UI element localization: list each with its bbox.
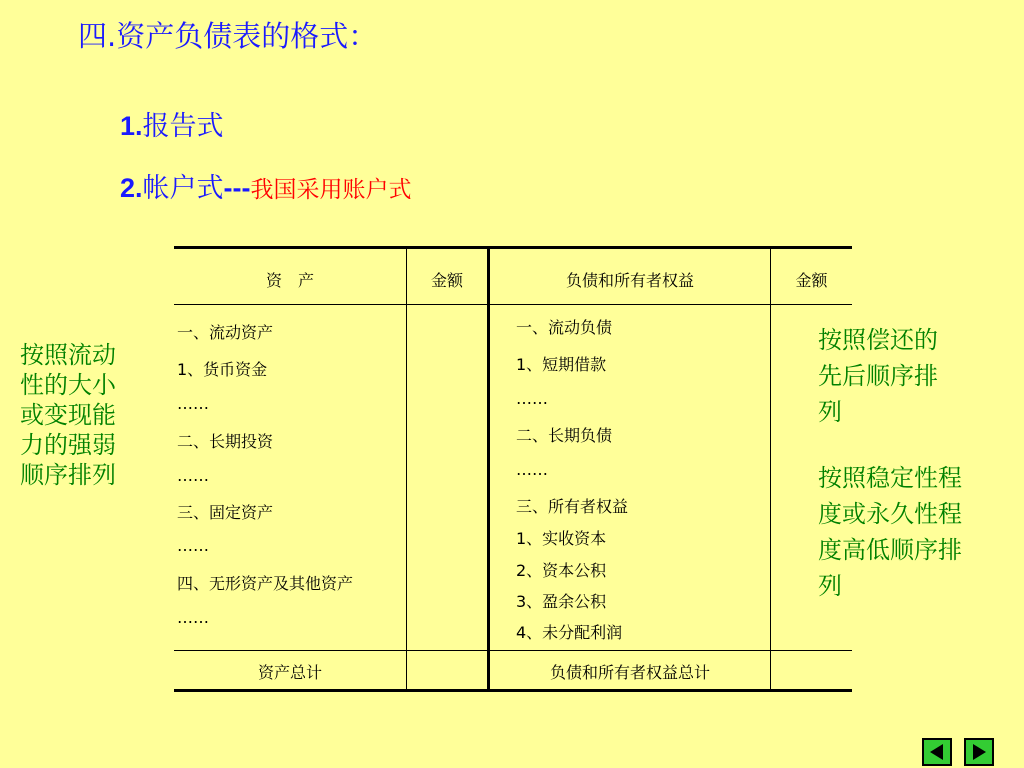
equity-order-note: 按照稳定性程度或永久性程度高低顺序排列 — [818, 464, 962, 600]
asset-entry: 一、流动资产 — [177, 323, 274, 342]
totals-rule — [174, 650, 852, 651]
asset-entry: …… — [177, 536, 209, 555]
format-item-dash: --- — [223, 173, 251, 203]
table-bottom-rule — [174, 689, 852, 692]
asset-entry: 1、货币资金 — [177, 360, 268, 379]
previous-slide-button[interactable] — [922, 738, 952, 766]
format-item-account — [120, 166, 412, 205]
column-divider — [406, 246, 407, 692]
next-triangle-icon — [966, 740, 992, 764]
asset-entry: …… — [177, 608, 209, 627]
assets-order-note: 按照流动性的大小或变现能力的强弱顺序排列 — [20, 341, 116, 489]
asset-entry: 三、固定资产 — [177, 503, 274, 522]
liability-entry: 1、实收资本 — [516, 529, 607, 548]
liability-entry: 三、所有者权益 — [516, 497, 629, 516]
balance-sheet-table — [174, 246, 852, 692]
liabilities-equity-total: 负债和所有者权益总计 — [549, 663, 710, 682]
liability-entry: …… — [516, 389, 548, 408]
header-assets: 资 产 — [265, 271, 314, 290]
table-top-rule — [174, 246, 852, 249]
liability-entry: 一、流动负债 — [516, 318, 613, 337]
format-item-label: 报告式 — [142, 111, 224, 142]
asset-entry: …… — [177, 466, 209, 485]
asset-entry: 二、长期投资 — [177, 432, 274, 451]
liability-entry: …… — [516, 460, 548, 479]
asset-entry: 四、无形资产及其他资产 — [177, 574, 354, 593]
slide-heading: 四.资产负债表的格式： — [78, 19, 378, 53]
format-item-label: 帐户式 — [142, 173, 224, 204]
format-item-number: 1. — [120, 111, 143, 141]
liability-entry: 1、短期借款 — [516, 355, 607, 374]
assets-total: 资产总计 — [257, 663, 322, 682]
format-item-note: 我国采用账户式 — [250, 177, 412, 203]
center-divider — [487, 246, 490, 692]
format-item-report — [120, 104, 224, 143]
next-slide-button[interactable] — [964, 738, 994, 766]
header-amount-liabilities: 金额 — [795, 271, 828, 290]
header-amount-assets: 金额 — [430, 271, 463, 290]
liability-entry: 4、未分配利润 — [516, 623, 623, 642]
header-liabilities-equity: 负债和所有者权益 — [565, 271, 694, 290]
liabilities-order-note: 按照偿还的先后顺序排列 — [818, 326, 938, 426]
header-rule — [174, 304, 852, 305]
liability-entry: 3、盈余公积 — [516, 592, 607, 611]
column-divider — [770, 246, 771, 692]
asset-entry: …… — [177, 394, 209, 413]
prev-triangle-icon — [924, 740, 950, 764]
liability-entry: 二、长期负债 — [516, 426, 613, 445]
liability-entry: 2、资本公积 — [516, 561, 607, 580]
format-item-number: 2. — [120, 173, 143, 203]
